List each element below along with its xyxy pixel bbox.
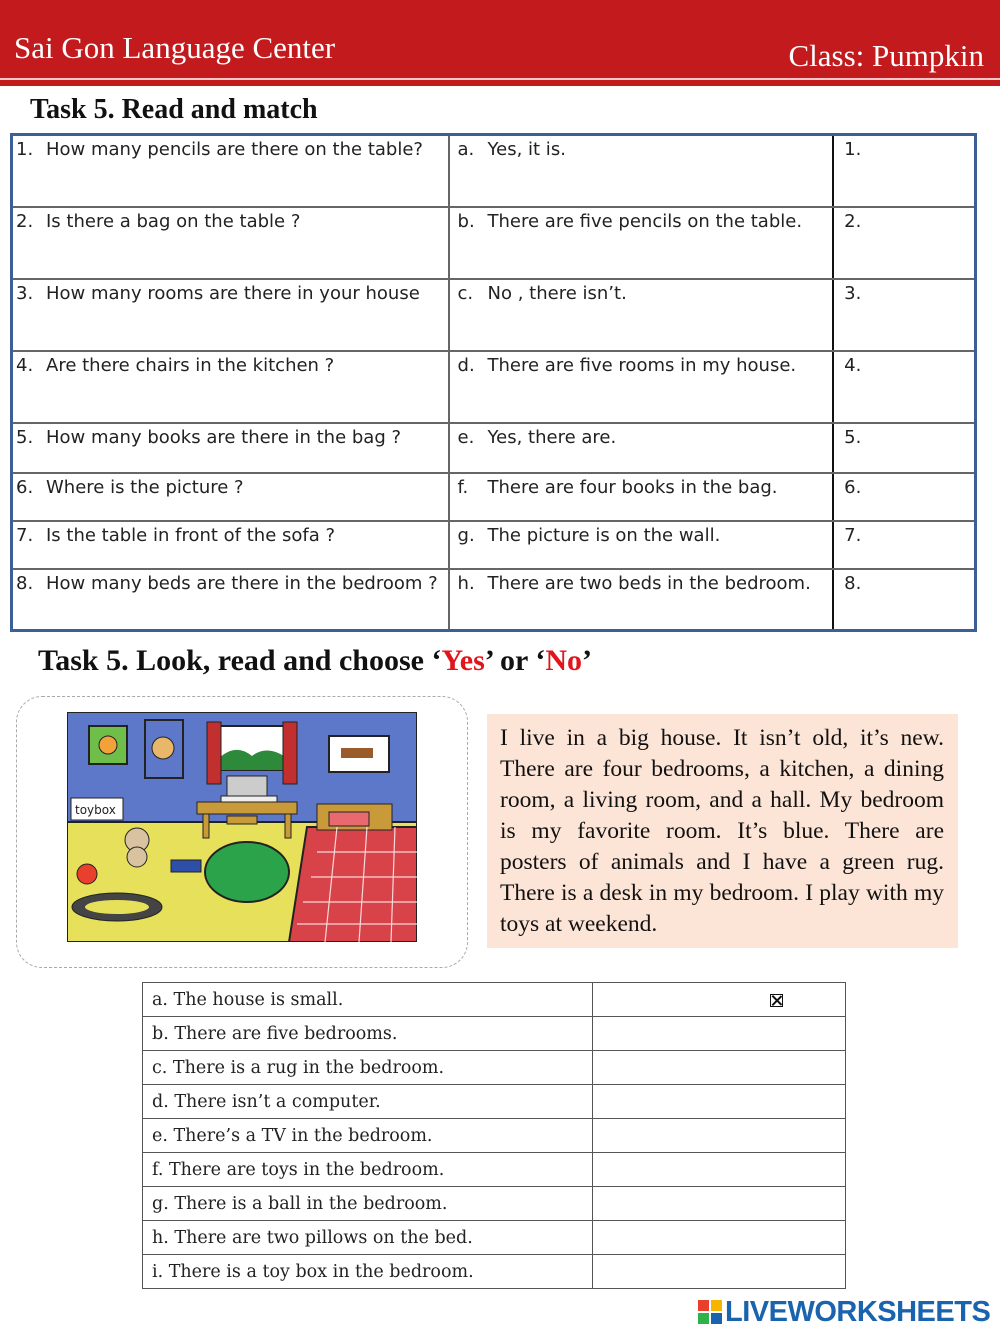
answer-choice-cell[interactable]	[593, 1187, 846, 1221]
match-slot-number: 5.	[844, 426, 862, 448]
match-slot-number: 6.	[844, 476, 862, 498]
match-row	[12, 423, 976, 473]
answer-choice-cell[interactable]	[593, 1085, 846, 1119]
statement-text: i. There is a toy box in the bedroom.	[143, 1255, 593, 1289]
answer-choice-cell[interactable]	[593, 983, 846, 1017]
statement-text: b. There are five bedrooms.	[143, 1017, 593, 1051]
statement-row	[143, 1221, 846, 1255]
match-row	[12, 569, 976, 631]
statement-text: d. There isn’t a computer.	[143, 1085, 593, 1119]
question-cell	[12, 135, 449, 207]
statement-text: a. The house is small.	[143, 983, 593, 1017]
match-slot-number: 4.	[844, 354, 862, 376]
question-number: 6.	[16, 476, 34, 498]
bedroom-picture	[67, 712, 417, 942]
question-cell	[12, 351, 449, 423]
answer-letter: e.	[457, 426, 475, 448]
statement-row	[143, 1085, 846, 1119]
answer-text: Yes, there are.	[487, 426, 617, 448]
answer-text: There are four books in the bag.	[487, 476, 778, 498]
checkbox-icon[interactable]	[770, 994, 783, 1007]
match-slot-number: 7.	[844, 524, 862, 546]
match-slot[interactable]	[833, 521, 975, 569]
answer-cell	[449, 569, 834, 631]
center-name: Sai Gon Language Center	[14, 30, 336, 65]
answer-choice-cell[interactable]	[593, 1051, 846, 1085]
statement-row	[143, 1119, 846, 1153]
answer-text: No , there isn’t.	[487, 282, 627, 304]
match-slot[interactable]	[833, 351, 975, 423]
liveworksheets-logo	[698, 1297, 990, 1327]
statement-text: e. There’s a TV in the bedroom.	[143, 1119, 593, 1153]
answer-text: Yes, it is.	[487, 139, 566, 160]
question-cell	[12, 473, 449, 521]
statement-row	[143, 983, 846, 1017]
match-slot-number: 2.	[844, 210, 862, 232]
question-number: 8.	[16, 572, 34, 594]
question-number: 4.	[16, 354, 34, 376]
task1-title: Task 5. Read and match	[30, 94, 318, 125]
yes-no-table	[142, 982, 846, 1289]
question-number: 5.	[16, 426, 34, 448]
task2-title-suffix: ’	[581, 644, 592, 677]
logo-mark-icon	[698, 1300, 722, 1324]
answer-cell	[449, 521, 834, 569]
answer-cell	[449, 279, 834, 351]
question-number: 1.	[16, 139, 34, 160]
answer-letter: c.	[457, 282, 474, 304]
match-slot-number: 1.	[844, 139, 862, 160]
answer-text: The picture is on the wall.	[487, 524, 721, 546]
reading-passage	[487, 714, 958, 948]
question-text: How many beds are there in the bedroom ?	[46, 572, 438, 594]
logo-text: LIVEWORKSHEETS	[725, 1295, 991, 1328]
question-cell	[12, 207, 449, 279]
question-number: 2.	[16, 210, 34, 232]
match-table	[10, 133, 977, 632]
match-slot[interactable]	[833, 279, 975, 351]
header-band	[0, 0, 1000, 86]
answer-cell	[449, 351, 834, 423]
question-number: 3.	[16, 282, 34, 304]
answer-cell	[449, 207, 834, 279]
question-text: Are there chairs in the kitchen ?	[46, 354, 335, 376]
match-slot[interactable]	[833, 207, 975, 279]
question-cell	[12, 279, 449, 351]
question-cell	[12, 569, 449, 631]
answer-letter: g.	[457, 524, 475, 546]
match-slot-number: 3.	[844, 282, 862, 304]
statement-row	[143, 1255, 846, 1289]
task2-title	[38, 644, 592, 678]
toybox-label: toybox	[75, 803, 116, 817]
answer-choice-cell[interactable]	[593, 1255, 846, 1289]
match-slot-number: 8.	[844, 572, 862, 594]
match-slot[interactable]	[833, 135, 975, 207]
match-row	[12, 473, 976, 521]
answer-letter: a.	[457, 139, 475, 160]
answer-text: There are two beds in the bedroom.	[487, 572, 811, 594]
answer-letter: d.	[457, 354, 475, 376]
question-text: Is the table in front of the sofa ?	[46, 524, 336, 546]
task2-no-word: No	[545, 644, 582, 677]
answer-letter: h.	[457, 572, 475, 594]
answer-text: There are five rooms in my house.	[487, 354, 797, 376]
match-slot[interactable]	[833, 569, 975, 631]
statement-text: g. There is a ball in the bedroom.	[143, 1187, 593, 1221]
class-name: Class: Pumpkin	[788, 38, 984, 73]
statement-text: c. There is a rug in the bedroom.	[143, 1051, 593, 1085]
answer-letter: b.	[457, 210, 475, 232]
passage-text: I live in a big house. It isn’t old, it’s new. There are four bedrooms, a kitchen, a dining room, a living room, and a hall. My bedroom is my favorite room. It’s blue. There are posters of animals and I have a green rug. There is a desk in my bedroom. I play with my toys at weekend.	[500, 725, 944, 937]
match-slot[interactable]	[833, 473, 975, 521]
question-text: How many pencils are there on the table?	[46, 139, 423, 160]
match-slot[interactable]	[833, 423, 975, 473]
answer-choice-cell[interactable]	[593, 1119, 846, 1153]
question-cell	[12, 423, 449, 473]
answer-text: There are five pencils on the table.	[487, 210, 803, 232]
task2-yes-word: Yes	[441, 644, 485, 677]
answer-cell	[449, 473, 834, 521]
question-text: How many books are there in the bag ?	[46, 426, 402, 448]
question-cell	[12, 521, 449, 569]
statement-row	[143, 1051, 846, 1085]
answer-choice-cell[interactable]	[593, 1221, 846, 1255]
statement-row	[143, 1153, 846, 1187]
header-rule	[0, 78, 1000, 80]
match-row	[12, 351, 976, 423]
statement-text: h. There are two pillows on the bed.	[143, 1221, 593, 1255]
task2-title-prefix: Task 5. Look, read and choose ‘	[38, 644, 442, 677]
answer-choice-cell[interactable]	[593, 1017, 846, 1051]
statement-row	[143, 1017, 846, 1051]
answer-cell	[449, 135, 834, 207]
match-row	[12, 521, 976, 569]
match-row	[12, 207, 976, 279]
question-text: Is there a bag on the table ?	[46, 210, 301, 232]
answer-letter: f.	[457, 476, 469, 498]
question-text: How many rooms are there in your house	[46, 282, 420, 304]
question-number: 7.	[16, 524, 34, 546]
match-row	[12, 135, 976, 207]
answer-choice-cell[interactable]	[593, 1153, 846, 1187]
statement-text: f. There are toys in the bedroom.	[143, 1153, 593, 1187]
statement-row	[143, 1187, 846, 1221]
task2-title-middle: ’ or ‘	[484, 644, 546, 677]
question-text: Where is the picture ?	[46, 476, 244, 498]
answer-cell	[449, 423, 834, 473]
match-row	[12, 279, 976, 351]
